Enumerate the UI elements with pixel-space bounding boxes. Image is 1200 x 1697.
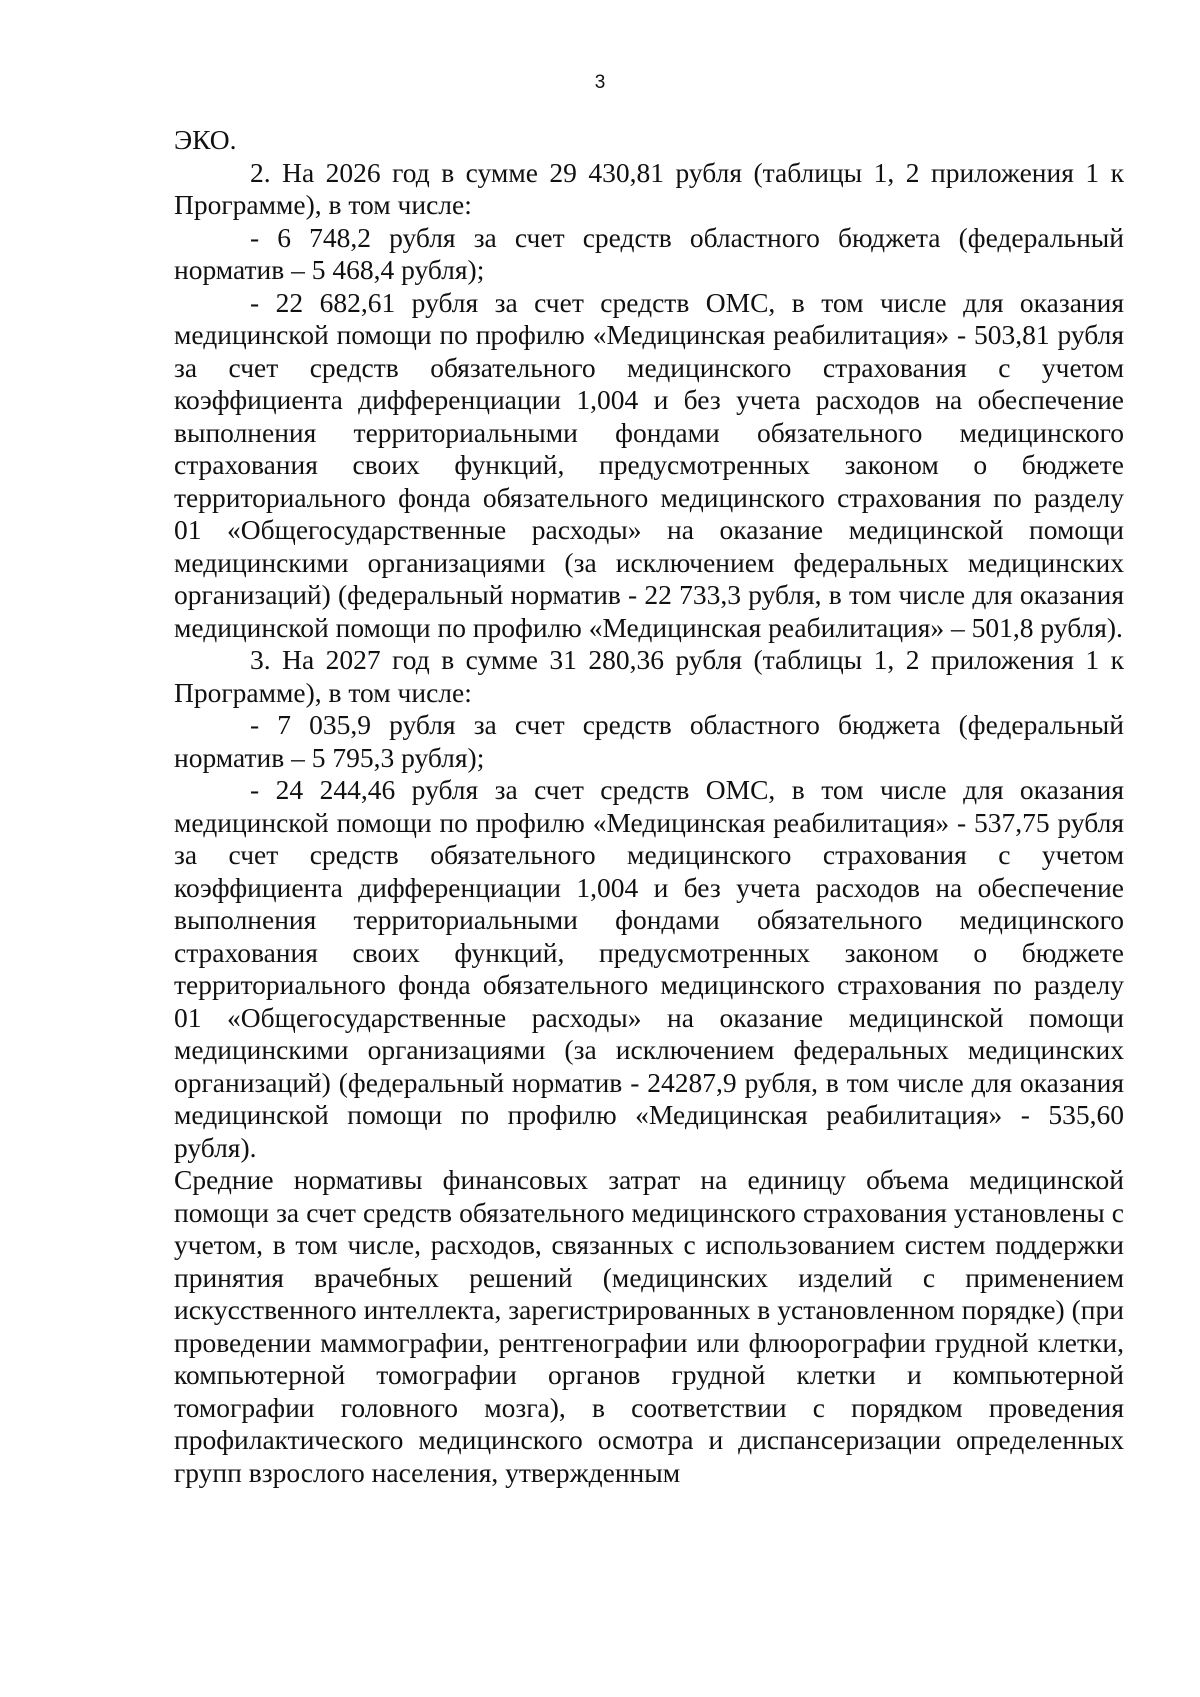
page-number: 3	[594, 72, 606, 93]
paragraph-2027-regional-budget: - 7 035,9 рубля за счет средств областного бюджета (федеральный норматив – 5 795,3 рубля);	[174, 709, 1124, 773]
paragraph-2027-oms: - 24 244,46 рубля за счет средств ОМС, в том числе для оказания медицинской помощи по профилю «Медицинская реабилитация» - 537,75 рубля за счет средств обязательного медицинского страхования с учетом коэффициента дифференциации 1,004 и без учета расходов на обеспечение выполнения территориальными фондами обязательного медицинского страхования своих функций, предусмотренных законом о бюджете территориального фонда обязательного медицинского страхования по разделу 01 «Общегосударственные расходы» на оказание медицинской помощи медицинскими организациями (за исключением федеральных медицинских организаций) (федеральный норматив - 24287,9 рубля, в том числе для оказания медицинской помощи по профилю «Медицинская реабилитация» - 535,60 рубля).	[174, 774, 1124, 1163]
paragraph-average-standards: Средние нормативы финансовых затрат на единицу объема медицинской помощи за счет средств обязательного медицинского страхования установлены с учетом, в том числе, расходов, связанных с использованием систем поддержки принятия врачебных решений (медицинских изделий с применением искусственного интеллекта, зарегистрированных в установленном порядке) (при проведении маммографии, рентгенографии или флюорографии грудной клетки, компьютерной томографии органов грудной клетки и компьютерной томографии головного мозга), в соответствии с порядком проведения профилактического медицинского осмотра и диспансеризации определенных групп взрослого населения, утвержденным	[174, 1164, 1124, 1488]
paragraph-eco: ЭКО.	[174, 124, 237, 155]
paragraph-2027-total: 3. На 2027 год в сумме 31 280,36 рубля (таблицы 1, 2 приложения 1 к Программе), в том числе:	[174, 644, 1124, 708]
paragraph-2026-regional-budget: - 6 748,2 рубля за счет средств областного бюджета (федеральный норматив – 5 468,4 рубля);	[174, 221, 1124, 285]
paragraph-2026-total: 2. На 2026 год в сумме 29 430,81 рубля (таблицы 1, 2 приложения 1 к Программе), в том числе:	[174, 156, 1124, 220]
paragraph-2026-oms: - 22 682,61 рубля за счет средств ОМС, в том числе для оказания медицинской помощи по профилю «Медицинская реабилитация» - 503,81 рубля за счет средств обязательного медицинского страхования с учетом коэффициента дифференциации 1,004 и без учета расходов на обеспечение выполнения территориальными фондами обязательного медицинского страхования своих функций, предусмотренных законом о бюджете территориального фонда обязательного медицинского страхования по разделу 01 «Общегосударственные расходы» на оказание медицинской помощи медицинскими организациями (за исключением федеральных медицинских организаций) (федеральный норматив - 22 733,3 рубля, в том числе для оказания медицинской помощи по профилю «Медицинская реабилитация» – 501,8 рубля).	[174, 286, 1124, 643]
document-body	[174, 124, 1124, 1489]
